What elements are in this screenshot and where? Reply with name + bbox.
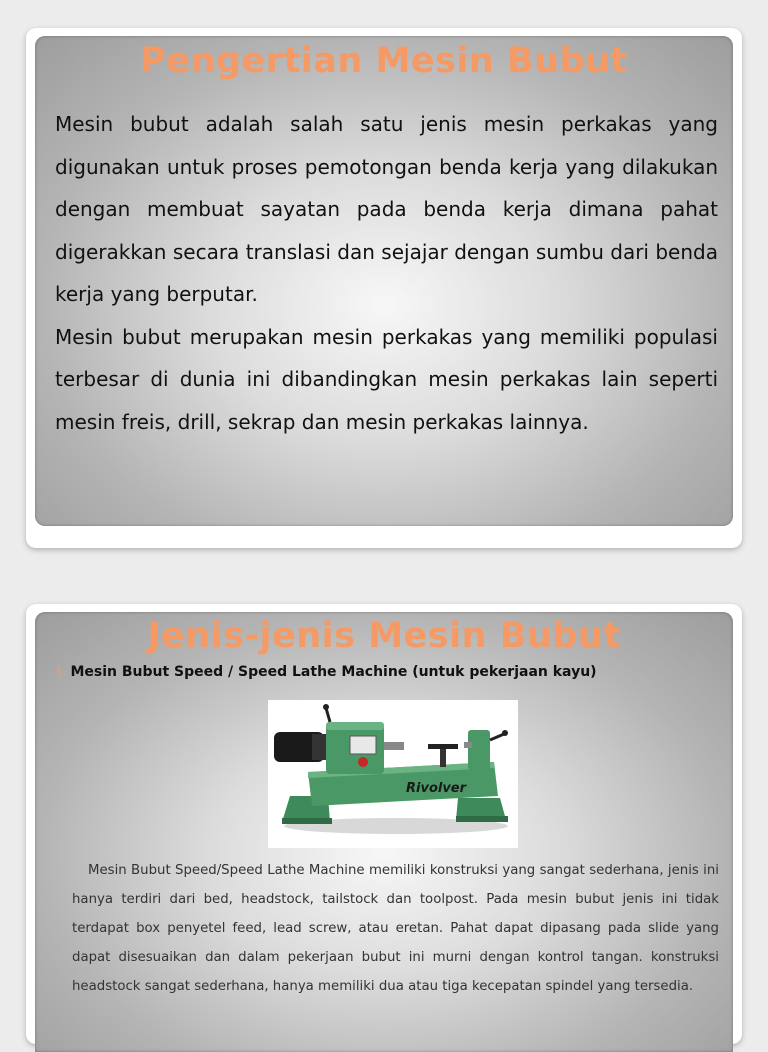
list-item-speed-lathe xyxy=(55,664,733,680)
list-number: 1. xyxy=(55,665,67,679)
slide-1-title: Pengertian Mesin Bubut xyxy=(140,41,628,81)
slide-2 xyxy=(26,604,742,1044)
list-item-label: Mesin Bubut Speed / Speed Lathe Machine (untuk pekerjaan kayu) xyxy=(70,664,597,680)
paragraph-definition: Mesin bubut adalah salah satu jenis mesin perkakas yang digunakan untuk proses pemotongan benda kerja yang dilakukan dengan membuat sayatan pada benda kerja dimana pahat digerakkan secara translasi dan sejajar dengan sumbu dari benda kerja yang berputar. xyxy=(55,112,718,306)
slide-2-panel xyxy=(35,612,733,1052)
paragraph-speed-lathe-description: Mesin Bubut Speed/Speed Lathe Machine memiliki konstruksi yang sangat sederhana, jenis ini hanya terdiri dari bed, headstock, tailstock dan toolpost. Pada mesin bubut jenis ini tidak terdapat box penyetel feed, lead screw, atau eretan. Pahat dapat dipasang pada slide yang dapat disesuaikan dan dalam pekerjaan bubut ini murni dengan kontrol tangan. konstruksi headstock sangat sederhana, hanya memiliki dua atau tiga kecepatan spindel yang tersedia. xyxy=(72,863,719,994)
slide-2-title: Jenis-jenis Mesin Bubut xyxy=(147,616,621,656)
brand-logo: Rivolver xyxy=(406,781,467,796)
slide-1 xyxy=(26,28,742,548)
lathe-machine-icon xyxy=(268,700,518,848)
lathe-machine-photo xyxy=(268,700,518,848)
slide-1-panel xyxy=(35,36,733,526)
paragraph-population: Mesin bubut merupakan mesin perkakas yang memiliki populasi terbesar di dunia ini dibandingkan mesin perkakas lain seperti mesin freis, drill, sekrap dan mesin perkakas lainnya. xyxy=(55,324,718,434)
